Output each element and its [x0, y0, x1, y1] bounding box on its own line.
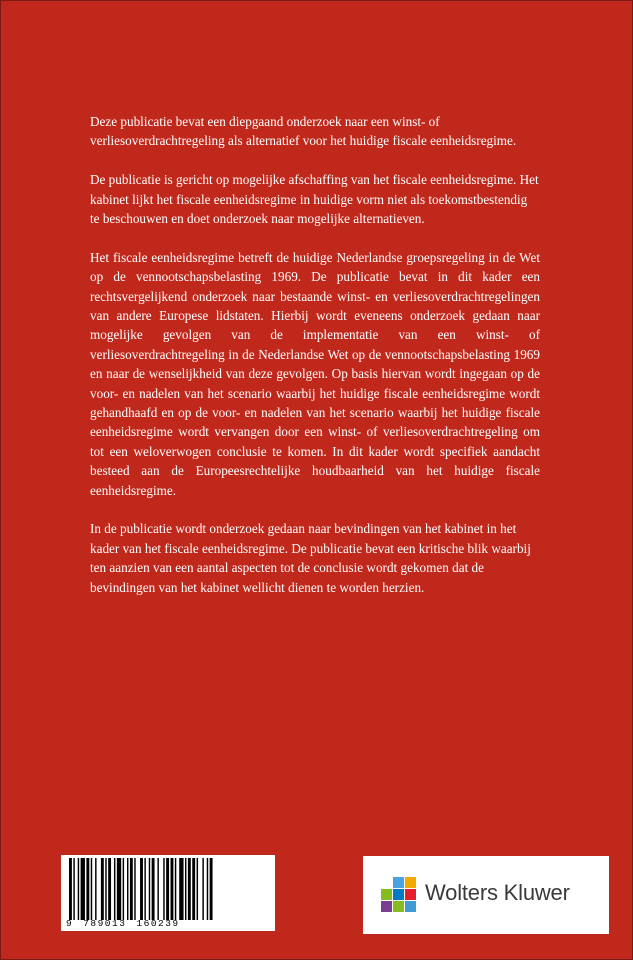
barcode-bar	[123, 858, 124, 920]
barcode-digit-group-2: 160239	[136, 918, 180, 929]
barcode-bar	[69, 858, 72, 920]
barcode-bar	[127, 858, 128, 920]
blurb-paragraph-2: De publicatie is gericht op mogelijke afschaffing van het fiscale eenheidsregime. Het kabinet lijkt het fiscale eenheidsregime in huidige vorm niet als toekomstbestendig te beschouwen en doet onderzoek naar mogelijke alternatieven.	[90, 172, 539, 227]
blurb-text	[90, 112, 540, 617]
barcode-bar	[157, 858, 158, 920]
barcode-bar	[73, 858, 74, 920]
barcode-bar	[202, 858, 203, 920]
barcode-digit-group-1: 789013	[83, 918, 127, 929]
barcode-bar	[95, 858, 96, 920]
barcode-bar	[166, 858, 169, 920]
blurb-paragraph-1: Deze publicatie bevat een diepgaand onderzoek naar een winst- of verliesoverdrachtregeling als alternatief voor het huidige fiscale eenheidsregime.	[90, 114, 517, 149]
barcode-bar	[108, 858, 111, 920]
barcode-bar	[188, 858, 191, 920]
wolters-kluwer-mark-icon	[380, 876, 418, 914]
barcode-bars	[69, 858, 263, 920]
barcode-bar	[101, 858, 104, 920]
barcode-bar	[86, 858, 89, 920]
barcode-bar	[192, 858, 195, 920]
publisher-logo	[363, 856, 609, 934]
barcode-digits	[61, 918, 280, 929]
publisher-name: Wolters Kluwer	[425, 880, 570, 905]
barcode-bar	[130, 858, 133, 920]
barcode-bar	[140, 858, 143, 920]
barcode-bar	[185, 858, 186, 920]
barcode-bar	[175, 858, 176, 920]
barcode-digit-lead: 9	[66, 918, 74, 929]
barcode-bar	[207, 858, 208, 920]
barcode-bar	[117, 858, 121, 920]
barcode-bar	[163, 858, 164, 920]
barcode-bar	[78, 858, 79, 920]
barcode-bar	[197, 858, 198, 920]
barcode-bar	[152, 858, 155, 920]
barcode-bar	[105, 858, 106, 920]
barcode-bar	[210, 858, 213, 920]
barcode-bar	[179, 858, 183, 920]
barcode-bar	[81, 858, 85, 920]
barcode-bar	[144, 858, 145, 920]
barcode-bar	[134, 858, 135, 920]
blurb-paragraph-3: Het fiscale eenheidsregime betreft de huidige Nederlandse groepsregeling in de Wet op de vennootschapsbelasting 1969. De publicatie bevat in dit kader een rechtsvergelijkend onderzoek naar bestaande winst- en verliesoverdrachtregelingen van andere Europese lidstaten. Hierbij wordt eveneens onderzoek gedaan naar mogelijke gevolgen van de implementatie van een winst- of verliesoverdrachtregeling in de Nederlandse Wet op de vennootschapsbelasting 1969 en naar de wenselijkheid van deze gevolgen. Op basis hiervan wordt ingegaan op de voor- en nadelen van het scenario waarbij het huidige fiscale eenheidsregime wordt gehandhaafd en op de voor- en nadelen van het scenario waarbij het huidige fiscale eenheidsregime wordt vervangen door een winst- of verliesoverdrachtregeling om tot een weloverwogen conclusie te komen. In dit kader wordt specifiek aandacht besteed aan de Europeesrechtelijke houdbaarheid van het huidige fiscale eenheidsregime.	[90, 249, 540, 498]
barcode-bar	[171, 858, 174, 920]
barcode-bar	[91, 858, 92, 920]
barcode-bar	[114, 858, 115, 920]
blurb-paragraph-4: In de publicatie wordt onderzoek gedaan naar bevindingen van het kabinet in het kader van het fiscale eenheidsregime. De publicatie bevat een kritische blik waarbij ten aanzien van een aantal aspecten tot de conclusie wordt gekomen dat de bevindingen van het kabinet wellicht dienen te worden herzien.	[90, 521, 531, 595]
isbn-barcode	[61, 855, 275, 931]
barcode-bar	[149, 858, 150, 920]
